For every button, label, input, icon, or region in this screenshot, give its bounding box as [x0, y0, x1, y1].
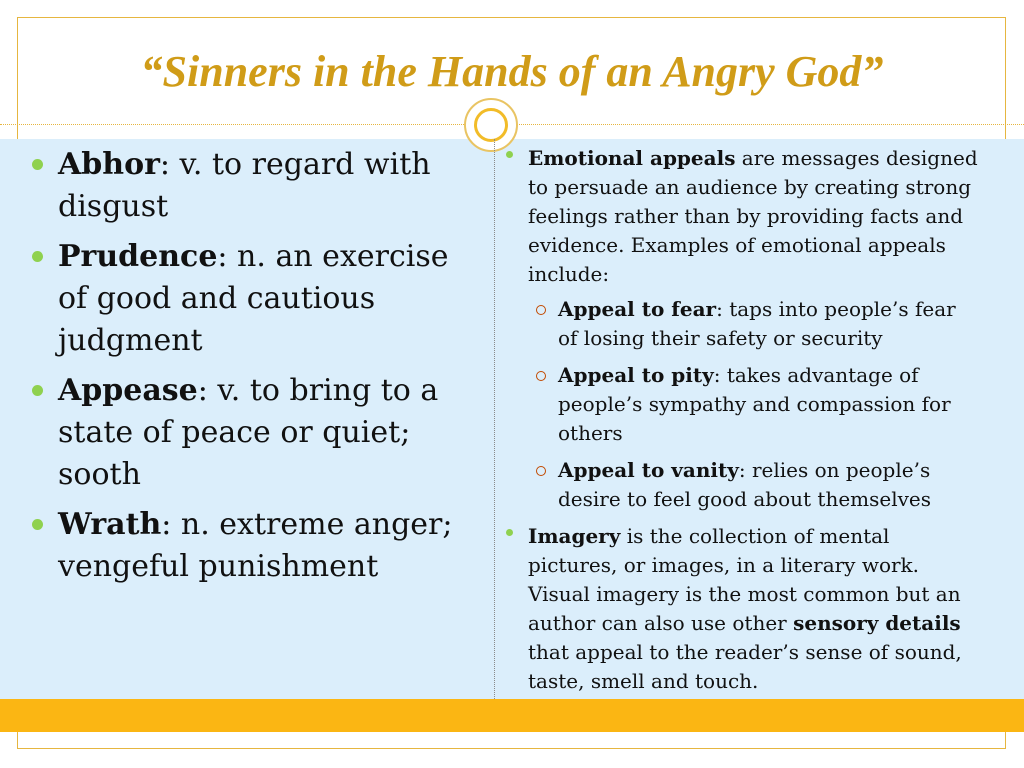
vocab-item: [32, 144, 472, 228]
bullet-icon: [32, 385, 43, 396]
vocab-item: [32, 504, 472, 588]
concept-text: is the collection of mental pictures, or images, in a literary work. Visual imagery is the most common but an author can also use other: [528, 524, 961, 635]
bullet-icon: [32, 251, 43, 262]
vocab-definition: : v. to bring to a state of peace or quiet; sooth: [58, 373, 439, 492]
vocab-item: [32, 370, 472, 496]
circle-bullet-icon: [536, 305, 546, 315]
vocab-definition: : v. to regard with disgust: [58, 147, 431, 224]
vocab-item: [32, 236, 472, 362]
circle-bullet-icon: [536, 466, 546, 476]
appeal-text: : taps into people’s fear of losing their safety or security: [558, 297, 956, 350]
appeal-term: Appeal to pity: [558, 363, 714, 387]
concepts-list: [498, 144, 978, 704]
circle-bullet-icon: [536, 371, 546, 381]
appeal-item: [528, 456, 978, 514]
vocab-definition: : n. an exercise of good and cautious judgment: [58, 239, 449, 358]
bullet-icon: [32, 519, 43, 530]
vocab-term: Abhor: [58, 147, 160, 182]
appeal-item: [528, 295, 978, 353]
concept-term: Imagery: [528, 524, 621, 548]
vocabulary-list: [32, 144, 472, 596]
appeal-term: Appeal to fear: [558, 297, 717, 321]
emotional-appeals-item: [498, 144, 978, 514]
concept-text: that appeal to the reader’s sense of sound, taste, smell and touch.: [528, 640, 962, 693]
concept-term-inline: sensory details: [793, 611, 961, 635]
bullet-icon: [32, 159, 43, 170]
appeal-item: [528, 361, 978, 448]
concept-term: Emotional appeals: [528, 146, 736, 170]
appeal-text: : relies on people’s desire to feel good about themselves: [558, 458, 932, 511]
vocab-term: Wrath: [58, 507, 162, 542]
appeals-sublist: [528, 295, 978, 514]
concept-text: are messages designed to persuade an audience by creating strong feelings rather than by providing facts and evidence. Examples of emotional appeals include:: [528, 146, 978, 286]
bullet-icon: [506, 529, 513, 536]
bullet-icon: [506, 151, 513, 158]
slide-title: “Sinners in the Hands of an Angry God”: [140, 47, 884, 96]
vocab-term: Appease: [58, 373, 198, 408]
appeal-text: : takes advantage of people’s sympathy and compassion for others: [558, 363, 951, 445]
vocab-term: Prudence: [58, 239, 218, 274]
ring-ornament-inner: [474, 108, 508, 142]
column-divider: [494, 139, 495, 699]
vocab-definition: : n. extreme anger; vengeful punishment: [58, 507, 453, 584]
imagery-item: [498, 522, 978, 696]
appeal-term: Appeal to vanity: [558, 458, 739, 482]
